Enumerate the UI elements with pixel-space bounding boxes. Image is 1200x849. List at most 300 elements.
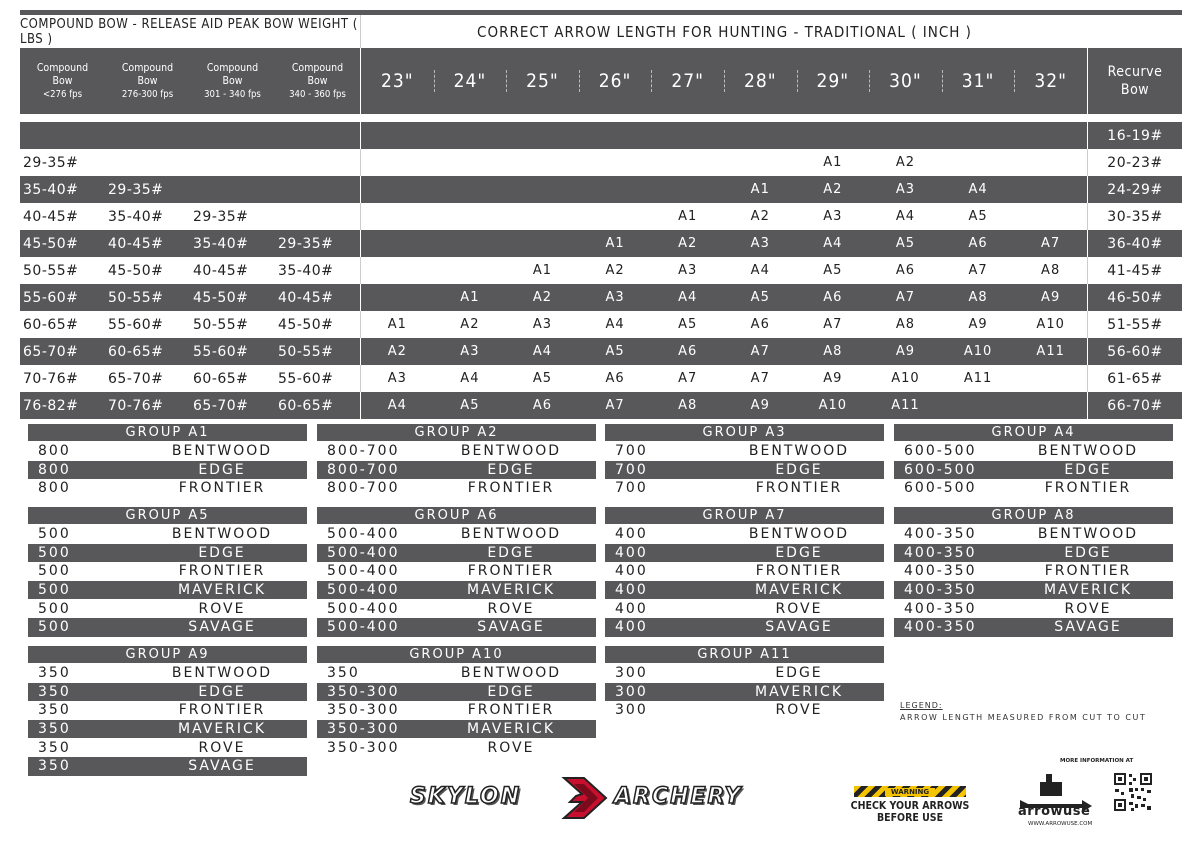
spine-value: 800-700	[327, 443, 400, 460]
table-row	[20, 257, 1182, 284]
group-code-cell	[651, 122, 724, 149]
group-code-cell	[361, 176, 434, 203]
group-code-cell: A3	[532, 317, 553, 332]
group-code-cell	[942, 392, 1015, 419]
group-title: GROUP A2	[317, 424, 596, 441]
length-cells	[361, 311, 1088, 338]
group-code-cell	[1014, 392, 1087, 419]
group-code-cell: A1	[750, 182, 770, 197]
recurve-title-spacer	[1088, 15, 1182, 48]
compound-weight-cell: 50-55#	[193, 316, 249, 333]
compound-weight-cell: 45-50#	[108, 262, 164, 279]
group-row	[605, 599, 884, 618]
group-code-cell: A6	[678, 344, 698, 359]
spine-value: 700	[615, 443, 648, 460]
group-code-cell: A2	[460, 317, 480, 332]
recurve-header-line1: Recurve	[1107, 64, 1163, 80]
group-row	[317, 664, 596, 683]
group-code-cell: A7	[678, 371, 698, 386]
spine-value: 350-300	[327, 721, 400, 738]
legend	[900, 701, 1146, 722]
group-row	[605, 442, 884, 461]
group-row	[317, 544, 596, 563]
group-code-cell	[1014, 365, 1087, 392]
group-code-cell: A7	[750, 344, 770, 359]
compound-weight-cell: 60-65#	[23, 316, 79, 333]
group-title: GROUP A5	[28, 507, 307, 524]
model-name: MAVERICK	[178, 721, 266, 738]
model-name: MAVERICK	[467, 721, 555, 738]
group-code-cell: A3	[895, 182, 916, 197]
compound-weight-cell: 76-82#	[23, 397, 79, 414]
group-code-cell	[797, 122, 870, 149]
group-code-cell: A6	[750, 317, 770, 332]
group-code-cell: A4	[605, 317, 625, 332]
table-row	[20, 122, 1182, 149]
compound-weight-cell: 29-35#	[23, 154, 79, 171]
length-col-header: 32"	[1014, 48, 1087, 114]
spine-value: 500-400	[327, 619, 400, 636]
spine-value: 400-350	[904, 544, 977, 561]
group-row	[605, 479, 884, 498]
length-col-header: 29"	[797, 48, 870, 114]
compound-weight-cell: 70-76#	[23, 370, 79, 387]
group-code-cell: A2	[895, 155, 916, 170]
group-code-cell	[434, 122, 507, 149]
group-code-cell: A9	[968, 317, 988, 332]
table-row	[20, 203, 1182, 230]
table-row	[20, 149, 1182, 176]
compound-col-line1: Compound	[36, 61, 89, 74]
group-code-cell	[942, 122, 1015, 149]
warning-label: WARNING	[885, 788, 935, 796]
spine-value: 500	[38, 544, 71, 561]
group-row	[28, 720, 307, 739]
recurve-header	[1088, 48, 1182, 114]
group-code-cell: A9	[750, 398, 770, 413]
spine-value: 300	[615, 665, 648, 682]
model-name: FRONTIER	[755, 480, 843, 497]
recurve-weight-cell: 30-35#	[1107, 208, 1163, 225]
group-row	[317, 442, 596, 461]
group-code-cell	[506, 176, 579, 203]
group-code-cell: A10	[818, 398, 848, 413]
model-name: EDGE	[198, 544, 246, 561]
compound-cells	[20, 122, 361, 149]
spine-group	[894, 424, 1173, 498]
spine-value: 500-400	[327, 582, 400, 599]
model-name: SAVAGE	[765, 619, 833, 636]
spine-value: 400	[615, 526, 648, 543]
group-code-cell: A7	[895, 290, 916, 305]
spine-value: 400-350	[904, 563, 977, 580]
compound-weight-cell: 50-55#	[108, 289, 164, 306]
model-name: BENTWOOD	[171, 443, 273, 460]
model-name: BENTWOOD	[1037, 526, 1139, 543]
recurve-weight-cell: 51-55#	[1107, 316, 1163, 333]
compound-weight-cell: 45-50#	[23, 235, 79, 252]
model-name: ROVE	[198, 600, 246, 617]
spine-value: 500-400	[327, 544, 400, 561]
spine-value: 400	[615, 619, 648, 636]
model-name: EDGE	[198, 461, 246, 478]
spine-value: 400	[615, 582, 648, 599]
group-row	[28, 599, 307, 618]
spine-value: 700	[615, 480, 648, 497]
group-code-cell	[579, 149, 652, 176]
group-code-cell: A5	[895, 236, 916, 251]
model-name: ROVE	[775, 702, 823, 719]
group-code-cell: A1	[678, 209, 698, 224]
compound-weight-cell: 65-70#	[108, 370, 164, 387]
group-code-cell: A11	[891, 398, 920, 413]
group-row	[28, 701, 307, 720]
group-title: GROUP A4	[894, 424, 1173, 441]
compound-cells	[20, 176, 361, 203]
length-cells	[361, 338, 1088, 365]
group-code-cell: A2	[678, 236, 698, 251]
compound-col-header	[275, 48, 360, 114]
spine-value: 400	[615, 563, 648, 580]
length-col-header: 24"	[434, 48, 507, 114]
model-name: SAVAGE	[188, 619, 256, 636]
compound-cells	[20, 311, 361, 338]
compound-title: COMPOUND BOW - RELEASE AID PEAK BOW WEIGHT ( LBS )	[20, 15, 361, 48]
arrowuse-url[interactable]: WWW.ARROWUSE.COM	[1028, 821, 1093, 827]
model-name: BENTWOOD	[171, 665, 273, 682]
spine-value: 350-300	[327, 683, 400, 700]
group-code-cell: A5	[750, 290, 770, 305]
spine-value: 500	[38, 600, 71, 617]
recurve-weight-cell: 20-23#	[1107, 154, 1163, 171]
spine-value: 800-700	[327, 480, 400, 497]
spine-value: 400	[615, 600, 648, 617]
length-cells	[361, 203, 1088, 230]
group-code-cell: A5	[823, 263, 843, 278]
recurve-weight-cell: 66-70#	[1107, 397, 1163, 414]
group-row	[28, 461, 307, 480]
group-code-cell: A3	[750, 236, 770, 251]
warning-text: CHECK YOUR ARROWS BEFORE USE	[850, 800, 970, 824]
group-row	[317, 461, 596, 480]
group-code-cell: A6	[605, 371, 625, 386]
chart-header	[20, 15, 1182, 114]
spine-value: 500	[38, 526, 71, 543]
compound-col-header	[190, 48, 275, 114]
group-row	[317, 599, 596, 618]
group-code-cell: A7	[968, 263, 988, 278]
group-code-cell: A4	[387, 398, 407, 413]
spine-group	[605, 507, 884, 637]
group-code-cell: A7	[1041, 236, 1061, 251]
model-name: BENTWOOD	[748, 526, 850, 543]
compound-cells	[20, 338, 361, 365]
group-code-cell	[724, 149, 797, 176]
table-row	[20, 365, 1182, 392]
group-row	[317, 683, 596, 702]
compound-weight-cell: 60-65#	[108, 343, 164, 360]
group-code-cell: A2	[823, 182, 843, 197]
compound-weight-cell	[275, 176, 360, 203]
group-code-cell	[869, 122, 942, 149]
group-row	[28, 757, 307, 776]
model-name: SAVAGE	[1054, 619, 1122, 636]
group-row	[894, 479, 1173, 498]
legend-label: LEGEND:	[900, 701, 943, 710]
group-code-cell: A9	[895, 344, 916, 359]
group-code-cell	[1014, 203, 1087, 230]
group-row	[894, 544, 1173, 563]
header-gap	[20, 114, 1182, 122]
group-code-cell: A4	[750, 263, 770, 278]
model-name: FRONTIER	[467, 563, 555, 580]
length-cells	[361, 284, 1088, 311]
compound-cells	[20, 257, 361, 284]
table-row	[20, 338, 1182, 365]
model-name: FRONTIER	[467, 702, 555, 719]
group-code-cell	[361, 257, 434, 284]
model-name: MAVERICK	[467, 582, 555, 599]
spine-value: 350	[38, 739, 71, 756]
group-code-cell	[361, 122, 434, 149]
compound-col-speed: 301 - 340 fps	[204, 88, 261, 100]
compound-weight-cell: 45-50#	[193, 289, 249, 306]
compound-weight-cell: 40-45#	[278, 289, 334, 306]
group-code-cell	[579, 176, 652, 203]
group-code-cell: A3	[605, 290, 625, 305]
chart-rows	[20, 122, 1182, 419]
group-code-cell: A1	[605, 236, 625, 251]
group-code-cell: A9	[823, 371, 843, 386]
group-code-cell: A1	[460, 290, 480, 305]
arrow-chart	[20, 10, 1182, 419]
group-row	[317, 720, 596, 739]
group-row	[605, 664, 884, 683]
spine-value: 800	[38, 443, 71, 460]
group-row	[894, 599, 1173, 618]
compound-weight-cell: 50-55#	[23, 262, 79, 279]
group-code-cell: A10	[891, 371, 920, 386]
compound-weight-cell: 65-70#	[23, 343, 79, 360]
group-code-cell	[361, 149, 434, 176]
model-name: FRONTIER	[178, 480, 266, 497]
spine-value: 600-500	[904, 461, 977, 478]
model-name: BENTWOOD	[460, 443, 562, 460]
model-name: BENTWOOD	[460, 526, 562, 543]
group-code-cell: A1	[387, 317, 407, 332]
group-row	[28, 442, 307, 461]
compound-col-speed: <276 fps	[42, 88, 83, 100]
compound-weight-cell: 50-55#	[278, 343, 334, 360]
group-row	[894, 442, 1173, 461]
compound-weight-cell: 55-60#	[193, 343, 249, 360]
model-name: ROVE	[487, 600, 535, 617]
group-code-cell	[651, 149, 724, 176]
group-row	[605, 544, 884, 563]
length-col-header: 23"	[380, 70, 414, 92]
group-code-cell: A3	[823, 209, 843, 224]
length-cells	[361, 365, 1088, 392]
length-cells	[361, 392, 1088, 419]
compound-col-line1: Compound	[291, 61, 344, 74]
group-code-cell	[579, 122, 652, 149]
length-header-row	[361, 48, 1088, 114]
skylon-archery-logo	[408, 773, 788, 823]
qr-code-icon[interactable]	[1113, 772, 1153, 812]
spine-value: 350-300	[327, 702, 400, 719]
length-title: CORRECT ARROW LENGTH FOR HUNTING - TRADITIONAL ( INCH )	[477, 22, 972, 41]
group-code-cell: A10	[963, 344, 993, 359]
compound-col-line2: Bow	[52, 74, 73, 87]
recurve-weight-cell: 24-29#	[1107, 181, 1163, 198]
group-code-cell	[579, 203, 652, 230]
spine-value: 350	[38, 702, 71, 719]
group-code-cell: A3	[460, 344, 480, 359]
compound-col-speed: 276-300 fps	[121, 88, 174, 100]
group-title: GROUP A7	[605, 507, 884, 524]
group-code-cell: A1	[823, 155, 843, 170]
group-code-cell	[434, 257, 507, 284]
group-row	[28, 581, 307, 600]
length-cells	[361, 122, 1088, 149]
model-name: BENTWOOD	[171, 526, 273, 543]
group-row	[317, 581, 596, 600]
spine-value: 350	[38, 665, 71, 682]
warning-block	[834, 786, 986, 824]
group-title: GROUP A10	[317, 646, 596, 663]
group-row	[28, 544, 307, 563]
compound-col-line2: Bow	[307, 74, 328, 87]
group-code-cell: A8	[678, 398, 698, 413]
group-code-cell: A6	[895, 263, 916, 278]
group-code-cell	[434, 230, 507, 257]
group-code-cell: A7	[605, 398, 625, 413]
group-code-cell: A5	[605, 344, 625, 359]
group-title: GROUP A1	[28, 424, 307, 441]
length-col-header: 31"	[942, 48, 1015, 114]
group-row	[605, 562, 884, 581]
group-row	[605, 581, 884, 600]
spine-value: 400-350	[904, 526, 977, 543]
group-code-cell: A8	[895, 317, 916, 332]
model-name: FRONTIER	[178, 702, 266, 719]
group-row	[894, 581, 1173, 600]
compound-weight-cell	[105, 122, 190, 149]
group-code-cell: A6	[968, 236, 988, 251]
group-code-cell	[1014, 176, 1087, 203]
compound-weight-cell: 29-35#	[278, 235, 334, 252]
group-code-cell	[361, 203, 434, 230]
spine-value: 350	[38, 721, 71, 738]
group-code-cell: A5	[532, 371, 553, 386]
legend-text: ARROW LENGTH MEASURED FROM CUT TO CUT	[900, 713, 1147, 722]
more-info-label: MORE INFORMATION AT	[1060, 758, 1134, 764]
group-code-cell	[724, 122, 797, 149]
spine-value: 300	[615, 683, 648, 700]
model-name: EDGE	[487, 461, 535, 478]
compound-weight-cell	[190, 176, 275, 203]
spine-value: 600-500	[904, 480, 977, 497]
brand-word-archery: ARCHERY	[614, 784, 743, 809]
group-code-cell	[434, 149, 507, 176]
compound-cells	[20, 203, 361, 230]
group-code-cell: A8	[823, 344, 843, 359]
compound-weight-cell: 65-70#	[193, 397, 249, 414]
model-name: EDGE	[1064, 544, 1112, 561]
compound-col-line2: Bow	[222, 74, 243, 87]
spine-value: 500	[38, 582, 71, 599]
compound-weight-cell: 35-40#	[278, 262, 334, 279]
model-name: BENTWOOD	[1037, 443, 1139, 460]
group-row	[28, 683, 307, 702]
group-code-cell	[1014, 122, 1087, 149]
group-code-cell: A5	[460, 398, 480, 413]
group-title: GROUP A3	[605, 424, 884, 441]
spine-value: 500-400	[327, 600, 400, 617]
compound-weight-cell: 60-65#	[193, 370, 249, 387]
length-cells	[361, 149, 1088, 176]
group-row	[605, 461, 884, 480]
model-name: EDGE	[198, 683, 246, 700]
group-row	[605, 525, 884, 544]
group-row	[605, 618, 884, 637]
spine-value: 400-350	[904, 582, 977, 599]
group-row	[317, 562, 596, 581]
group-row	[894, 618, 1173, 637]
spine-value: 500	[38, 563, 71, 580]
group-row	[894, 525, 1173, 544]
table-row	[20, 176, 1182, 203]
group-code-cell	[434, 176, 507, 203]
compound-cells	[20, 230, 361, 257]
group-code-cell: A11	[1036, 344, 1065, 359]
length-col-header: 28"	[724, 48, 797, 114]
group-code-cell	[651, 176, 724, 203]
group-code-cell: A5	[678, 317, 698, 332]
group-code-cell: A4	[823, 236, 843, 251]
spine-value: 400-350	[904, 619, 977, 636]
table-row	[20, 392, 1182, 419]
group-code-cell	[361, 230, 434, 257]
compound-weight-cell: 45-50#	[278, 316, 334, 333]
skylon-chevron-icon	[558, 775, 612, 821]
spine-group	[28, 424, 307, 498]
group-code-cell	[506, 149, 579, 176]
model-name: SAVAGE	[477, 619, 545, 636]
spine-value: 800	[38, 461, 71, 478]
group-code-cell: A4	[678, 290, 698, 305]
group-code-cell: A8	[1041, 263, 1061, 278]
length-col-header: 26"	[579, 48, 652, 114]
spine-value: 350	[38, 683, 71, 700]
compound-col-header	[105, 48, 190, 114]
length-col-header: 25"	[506, 48, 579, 114]
group-code-cell	[942, 149, 1015, 176]
compound-weight-cell	[275, 122, 360, 149]
model-name: MAVERICK	[755, 683, 843, 700]
spine-group	[317, 507, 596, 637]
compound-col-speed: 340 - 360 fps	[289, 88, 346, 100]
spine-value: 400	[615, 544, 648, 561]
compound-weight-cell: 29-35#	[193, 208, 249, 225]
group-code-cell	[1014, 149, 1087, 176]
length-cells	[361, 230, 1088, 257]
arrowuse-block	[1008, 758, 1178, 830]
group-code-cell: A2	[532, 290, 553, 305]
compound-weight-cell	[275, 149, 360, 176]
group-code-cell	[434, 203, 507, 230]
group-row	[317, 618, 596, 637]
